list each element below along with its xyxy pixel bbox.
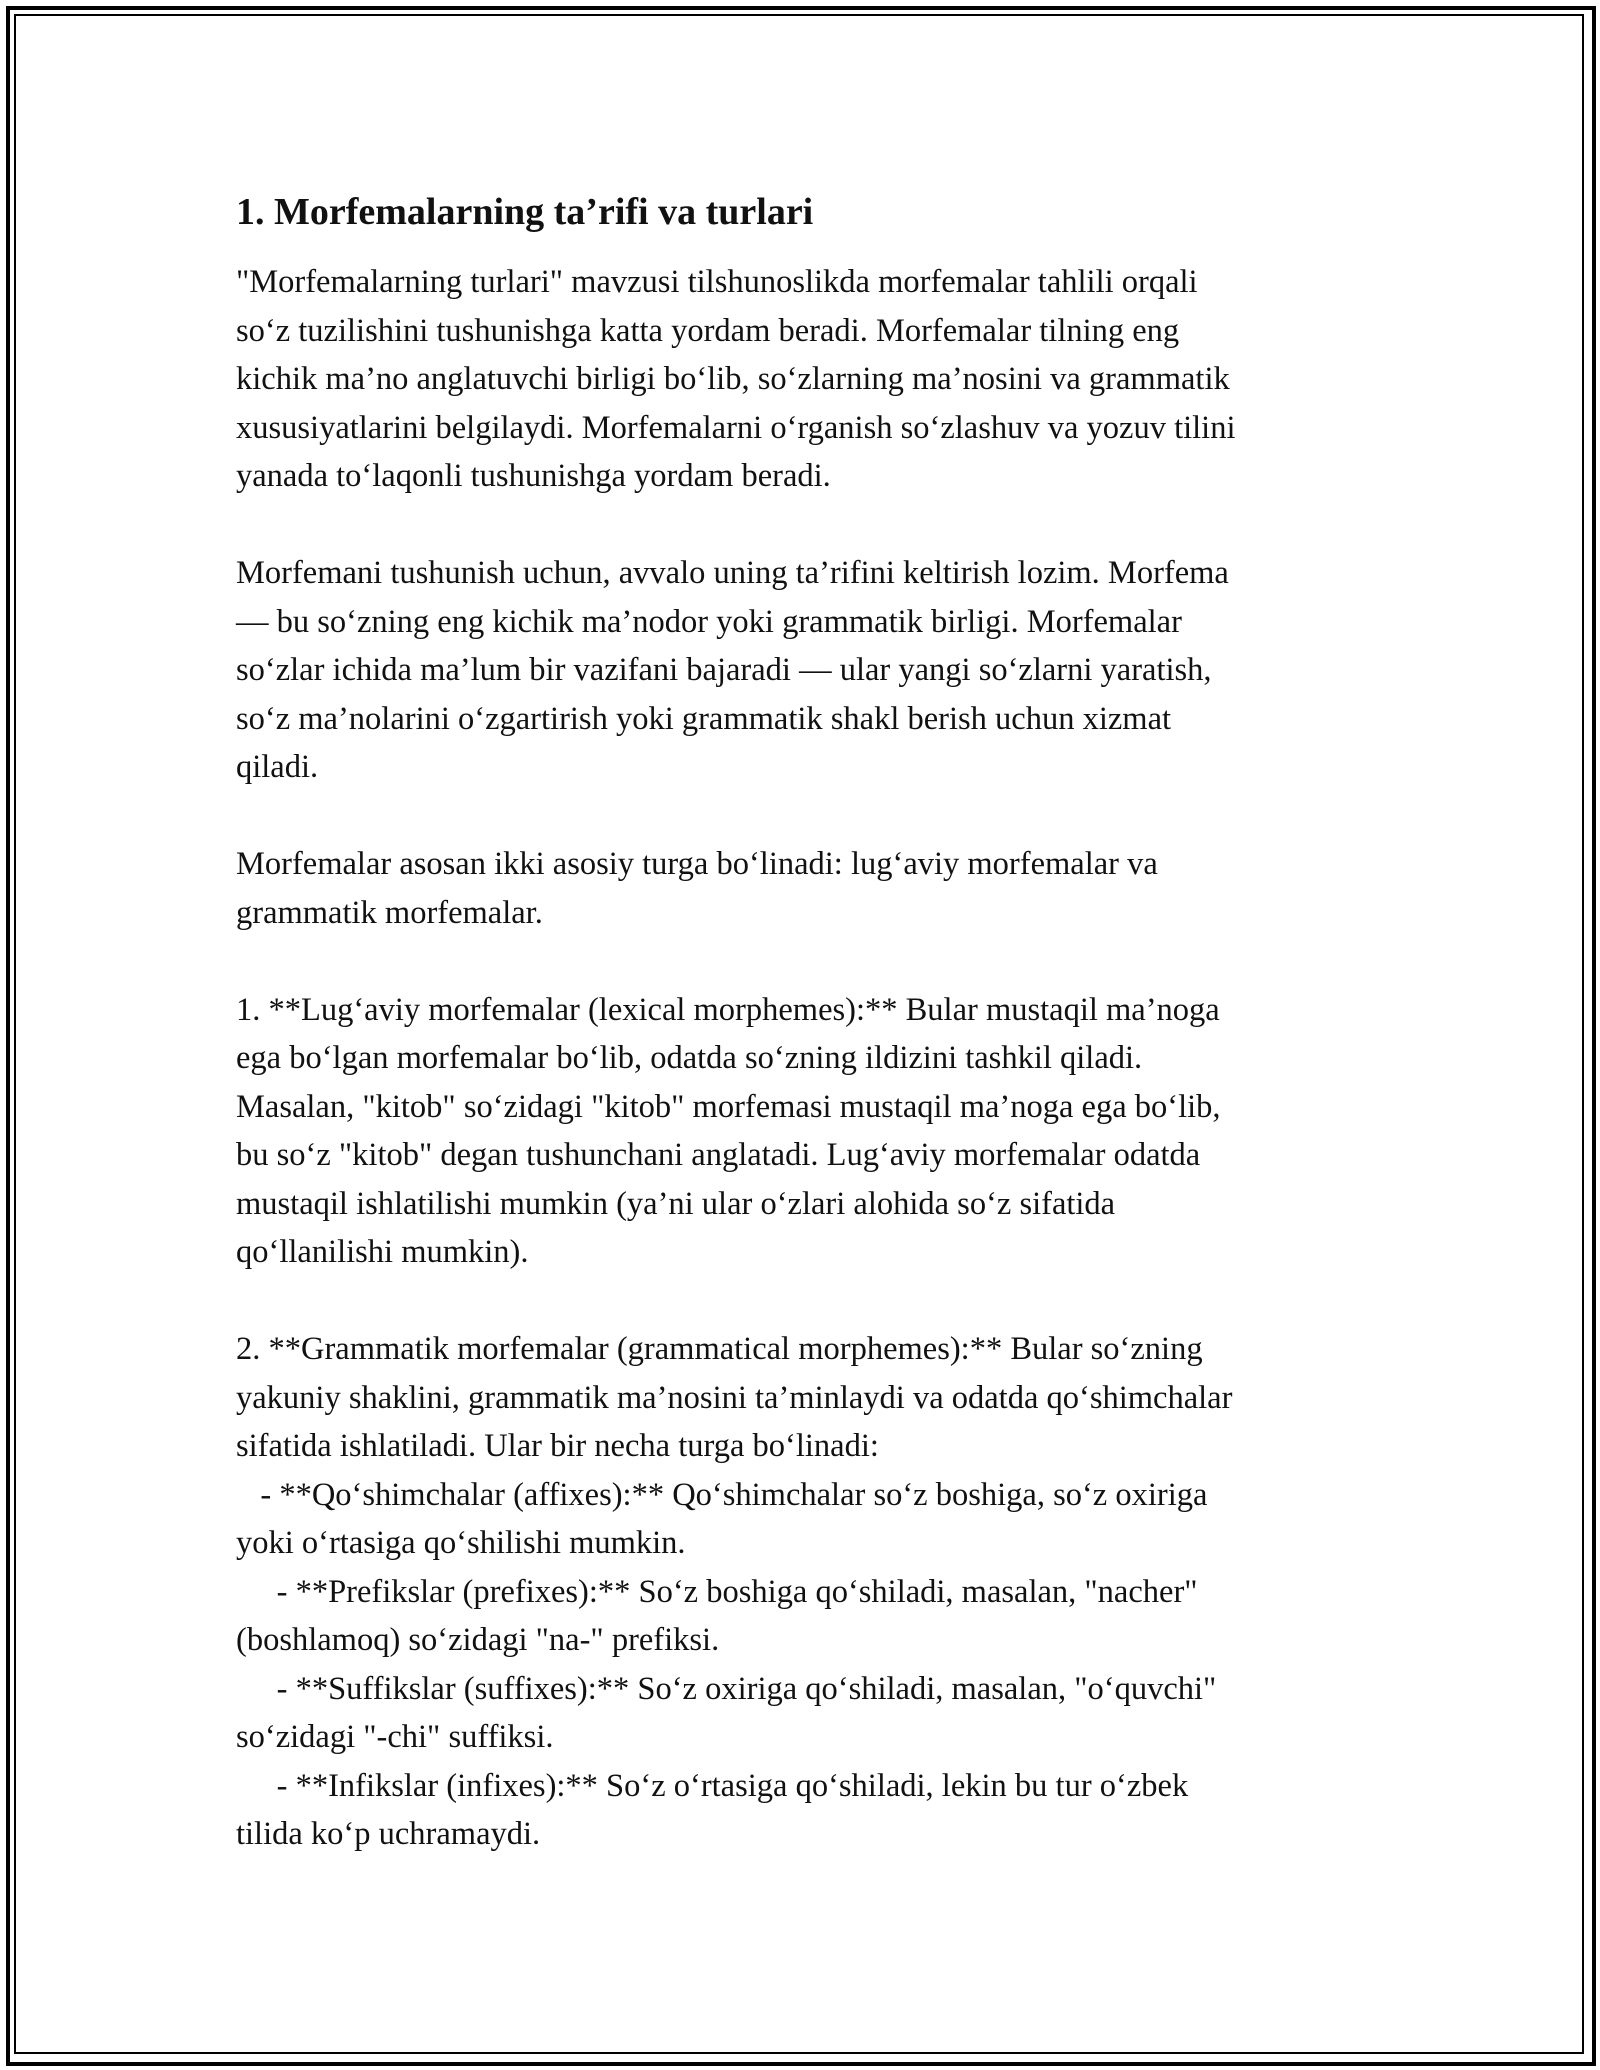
paragraph-list xyxy=(236,258,1396,1859)
paragraph xyxy=(236,549,1396,792)
text-line: — bu so‘zning eng kichik ma’nodor yoki grammatik birligi. Morfemalar xyxy=(236,603,1182,640)
text-line: (boshlamoq) so‘zidagi "na-" prefiksi. xyxy=(236,1622,720,1658)
text-line: qo‘llanilishi mumkin). xyxy=(236,1234,529,1270)
paragraph xyxy=(236,258,1396,501)
text-line: mustaqil ishlatilishi mumkin (ya’ni ular o‘zlari alohida so‘z sifatida xyxy=(236,1185,1116,1222)
text-line: 2. **Grammatik morfemalar (grammatical morphemes):** Bular so‘zning xyxy=(236,1331,1203,1367)
paragraph xyxy=(236,1325,1396,1859)
text-line: grammatik morfemalar. xyxy=(236,894,543,931)
text-line: "Morfemalarning turlari" mavzusi tilshunoslikda morfemalar tahlili orqali xyxy=(236,264,1198,300)
text-line: Morfemani tushunish uchun, avvalo uning ta’rifini keltirish lozim. Morfema xyxy=(236,555,1229,591)
text-line: ega bo‘lgan morfemalar bo‘lib, odatda so‘zning ildizini tashkil qiladi. xyxy=(236,1040,1143,1076)
paragraph xyxy=(236,840,1396,937)
paragraph xyxy=(236,986,1396,1277)
text-line: sifatida ishlatiladi. Ular bir necha turga bo‘linadi: xyxy=(236,1428,879,1464)
text-line: kichik ma’no anglatuvchi birligi bo‘lib, so‘zlarning ma’nosini va grammatik xyxy=(236,361,1230,397)
text-line: 1. **Lug‘aviy morfemalar (lexical morphemes):** Bular mustaqil ma’noga xyxy=(236,991,1220,1028)
text-line: yakuniy shaklini, grammatik ma’nosini ta’minlaydi va odatda qo‘shimchalar xyxy=(236,1379,1233,1416)
text-line: bu so‘z "kitob" degan tushunchani anglatadi. Lug‘aviy morfemalar odatda xyxy=(236,1137,1201,1173)
text-line: xususiyatlarini belgilaydi. Morfemalarni o‘rganish so‘zlashuv va yozuv tilini xyxy=(236,409,1236,446)
text-line: yanada to‘laqonli tushunishga yordam beradi. xyxy=(236,458,831,494)
text-line: - **Qo‘shimchalar (affixes):** Qo‘shimchalar so‘z boshiga, so‘z oxiriga xyxy=(236,1476,1208,1513)
document-title: 1. Morfemalarning ta’rifi va turlari xyxy=(236,191,814,233)
text-line: so‘z tuzilishini tushunishga katta yordam beradi. Morfemalar tilning eng xyxy=(236,312,1180,349)
text-line: - **Suffikslar (suffixes):** So‘z oxiriga qo‘shiladi, masalan, "o‘quvchi" xyxy=(236,1670,1217,1707)
text-line: so‘zlar ichida ma’lum bir vazifani bajaradi — ular yangi so‘zlarni yaratish, xyxy=(236,652,1212,688)
text-line: so‘zidagi "-chi" suffiksi. xyxy=(236,1719,554,1755)
document-body xyxy=(236,188,1396,1907)
text-line: so‘z ma’nolarini o‘zgartirish yoki grammatik shakl berish uchun xizmat xyxy=(236,700,1172,737)
text-line: Morfemalar asosan ikki asosiy turga bo‘linadi: lug‘aviy morfemalar va xyxy=(236,846,1158,882)
text-line: qiladi. xyxy=(236,749,319,785)
text-line: - **Prefikslar (prefixes):** So‘z boshiga qo‘shiladi, masalan, "nacher" xyxy=(236,1573,1198,1610)
text-line: Masalan, "kitob" so‘zidagi "kitob" morfemasi mustaqil ma’noga ega bo‘lib, xyxy=(236,1088,1221,1125)
text-line: yoki o‘rtasiga qo‘shilishi mumkin. xyxy=(236,1525,686,1561)
text-line: - **Infikslar (infixes):** So‘z o‘rtasiga qo‘shiladi, lekin bu tur o‘zbek xyxy=(236,1767,1189,1804)
text-line: tilida ko‘p uchramaydi. xyxy=(236,1816,541,1852)
